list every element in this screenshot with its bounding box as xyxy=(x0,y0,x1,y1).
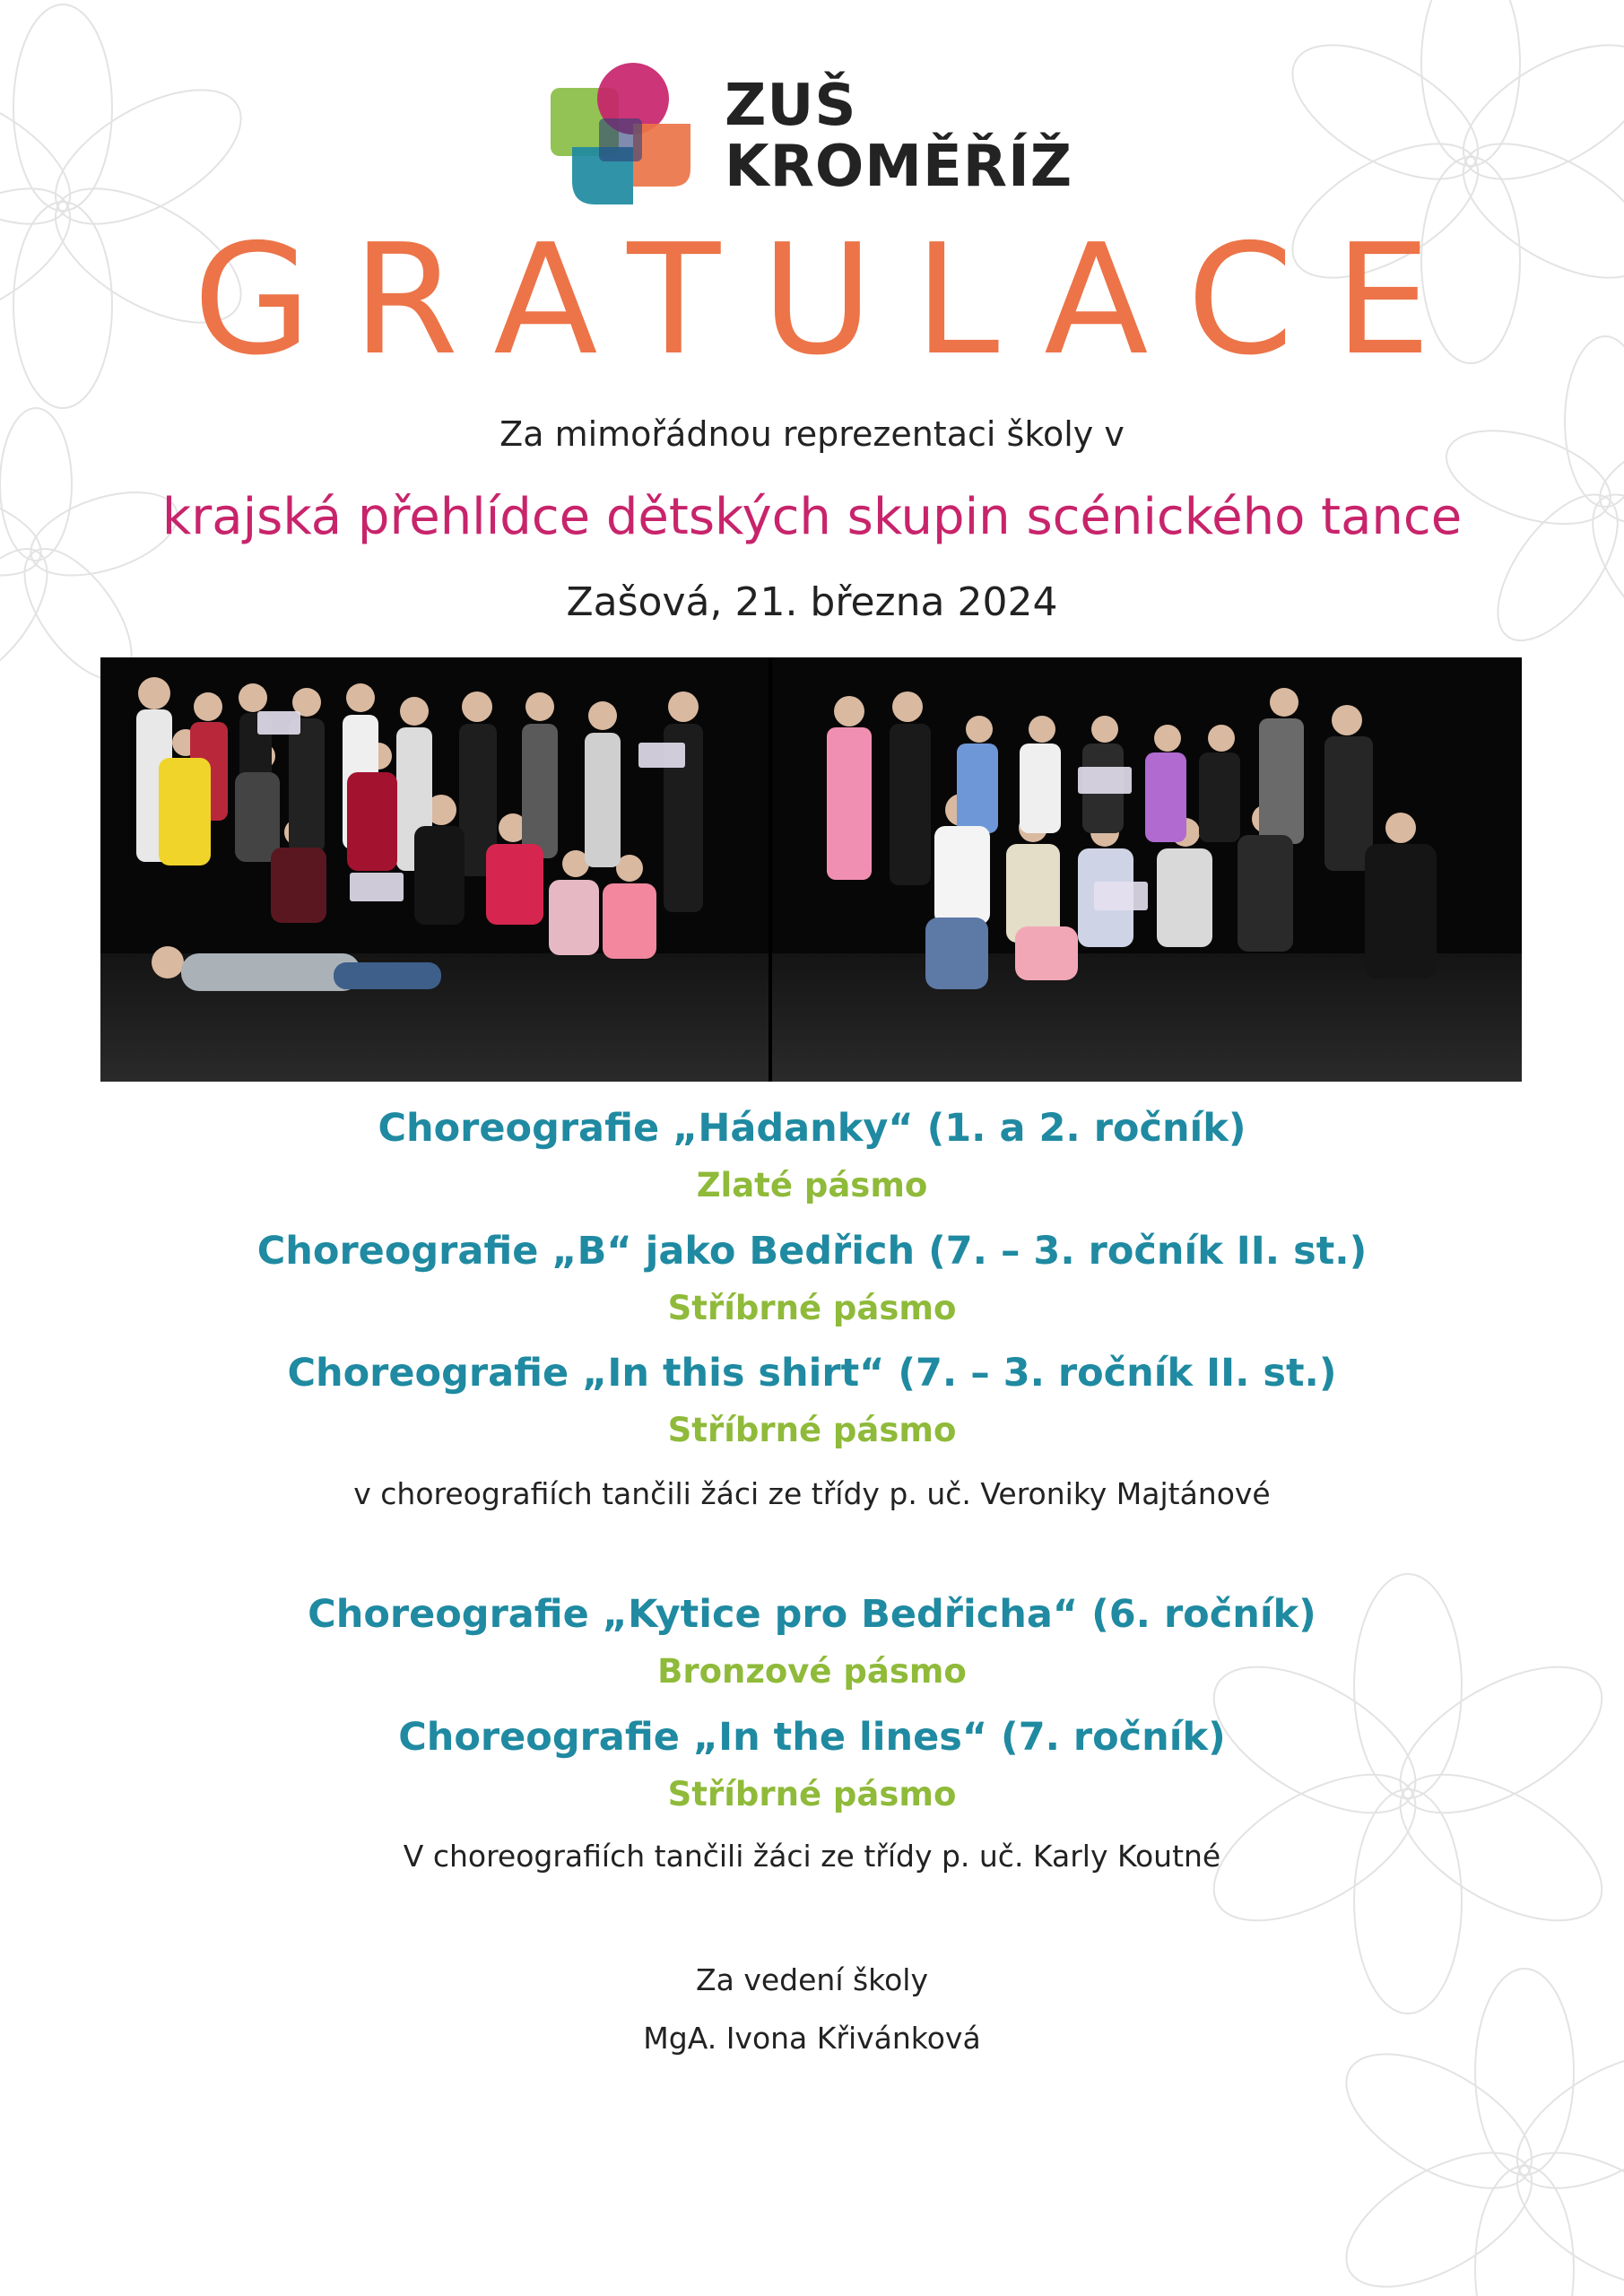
choreography-title: Choreografie „Kytice pro Bedřicha“ (6. ročník) xyxy=(308,1592,1316,1637)
logo-line1: ZUŠ xyxy=(725,73,857,139)
band-result: Stříbrné pásmo xyxy=(667,1289,957,1327)
page-title: GRATULACE xyxy=(193,212,1472,389)
band-result: Stříbrné pásmo xyxy=(667,1411,957,1449)
choreography-title: Choreografie „B“ jako Bedřich (7. – 3. ročník II. st.) xyxy=(256,1229,1368,1274)
signature-name: MgA. Ivona Křivánková xyxy=(643,2021,981,2056)
group-photo-icon xyxy=(100,657,1522,1082)
group1-note: v choreografiích tančili žáci ze třídy p. uč. Veroniky Majtánové xyxy=(353,1476,1271,1511)
school-logo xyxy=(547,61,1085,209)
band-result: Bronzové pásmo xyxy=(657,1652,967,1691)
logo-text xyxy=(725,73,1073,200)
logo-line2: KROMĚŘÍŽ xyxy=(725,134,1073,200)
signature-line1: Za vedení školy xyxy=(696,1962,928,1997)
choreography-title: Choreografie „Hádanky“ (1. a 2. ročník) xyxy=(378,1106,1246,1151)
band-result: Stříbrné pásmo xyxy=(667,1775,957,1813)
place-date: Zašová, 21. března 2024 xyxy=(566,579,1058,625)
band-result: Zlaté pásmo xyxy=(696,1166,928,1205)
choreography-title: Choreografie „In the lines“ (7. ročník) xyxy=(398,1715,1226,1760)
logo-flower-icon xyxy=(547,61,699,209)
group-photos xyxy=(100,657,1522,1082)
group2-note: V choreografiích tančili žáci ze třídy p. uč. Karly Koutné xyxy=(403,1839,1221,1874)
intro-text: Za mimořádnou reprezentaci školy v xyxy=(499,414,1125,454)
choreography-title: Choreografie „In this shirt“ (7. – 3. ročník II. st.) xyxy=(287,1351,1337,1396)
event-name: krajská přehlídce dětských skupin scénického tance xyxy=(161,488,1463,546)
